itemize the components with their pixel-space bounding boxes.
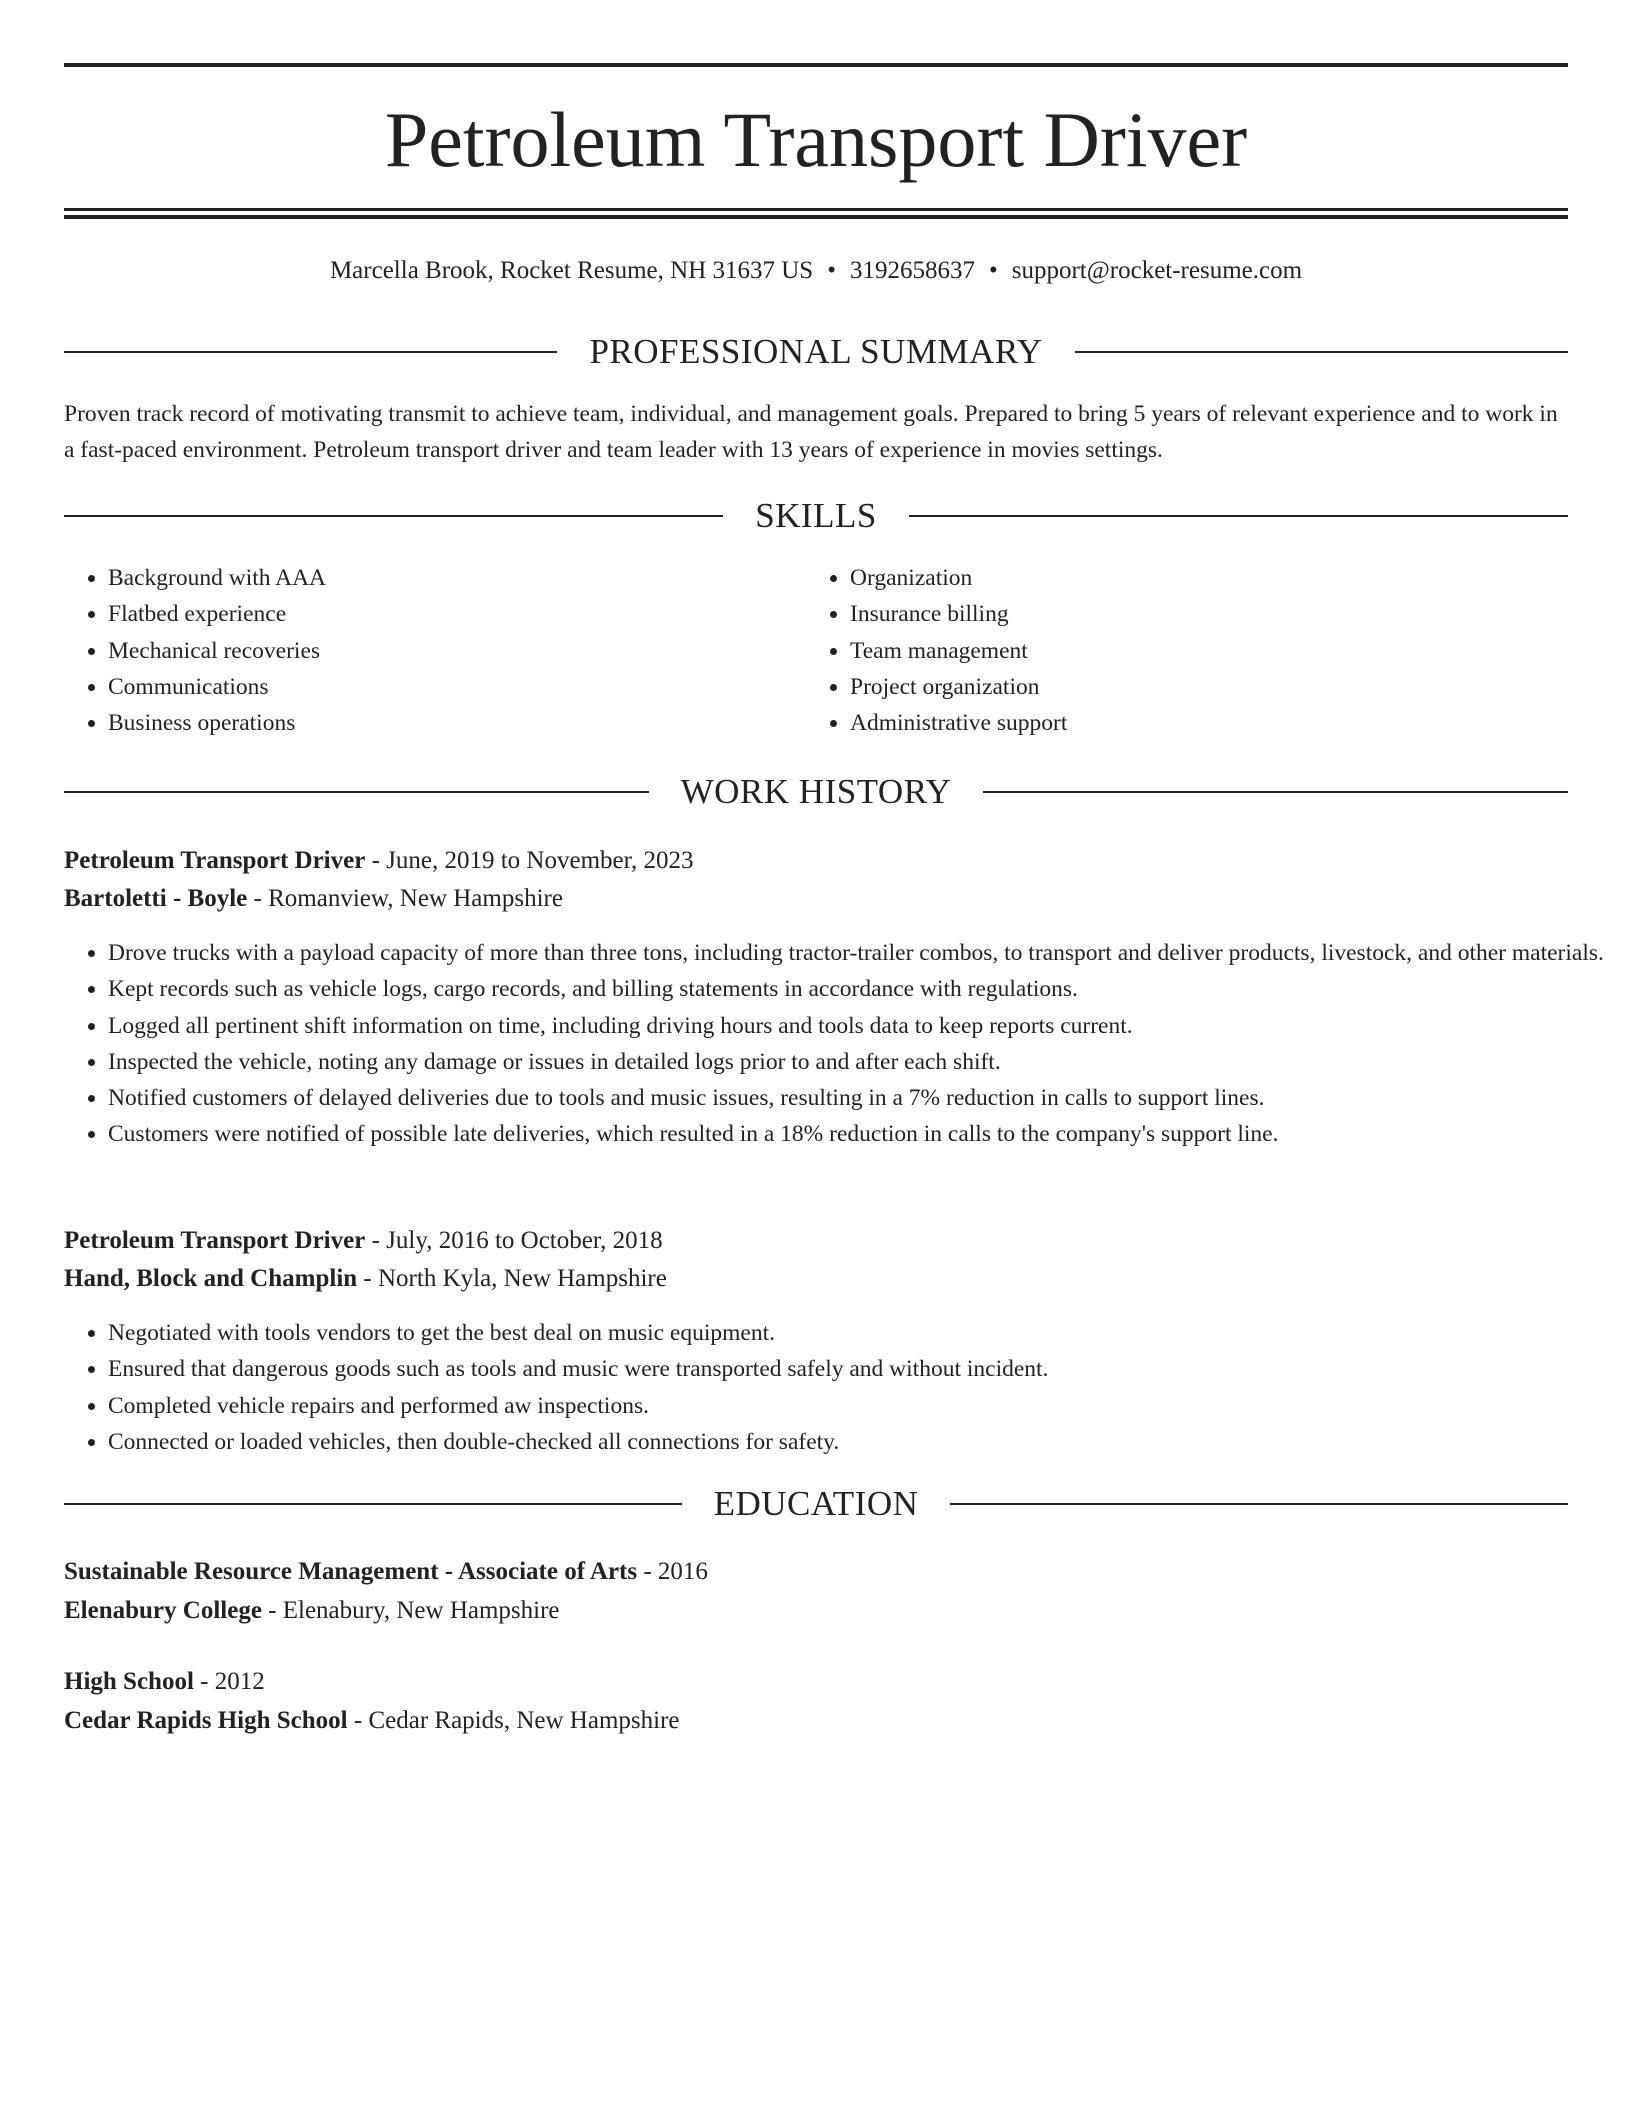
work-heading [64,770,1568,814]
skill-item: • Team management [850,633,1550,669]
job-company: Bartoletti - Boyle [64,885,248,912]
contact-email: support@rocket-resume.com [1011,257,1303,284]
contact-separator: • [988,257,998,284]
education-location: - Elenabury, New Hampshire [261,1597,560,1624]
job-bullet: • Logged all pertinent shift information on time, including driving hours and tools data to keep reports current. [108,1008,1612,1044]
summary-heading [64,330,1568,374]
job-bullet: • Drove trucks with a payload capacity of more than three tons, including tractor-trailer combos, to transport and deliver products, livestock, and other materials. [108,935,1612,971]
job-dates: - July, 2016 to October, 2018 [365,1227,663,1254]
heading-rule-right [1075,351,1568,353]
work-heading-label: WORK HISTORY [680,772,952,811]
heading-rule-right [950,1503,1568,1505]
job-bullet: • Connected or loaded vehicles, then double-checked all connections for safety. [108,1424,1612,1460]
job-bullets [64,935,1612,1153]
skill-item: • Flatbed experience [108,596,808,632]
education-school: Cedar Rapids High School [64,1707,348,1734]
resume-title: Petroleum Transport Driver [384,96,1248,183]
skills-heading [64,494,1568,538]
skill-item: • Administrative support [850,705,1550,741]
education-degree: Sustainable Resource Management - Associate of Arts [64,1558,638,1585]
education-degree: High School [64,1668,194,1695]
skills-list-right [806,560,1550,741]
education-degree-line [64,1555,1568,1589]
skill-item: • Business operations [108,705,808,741]
job-bullet: • Negotiated with tools vendors to get the best deal on music equipment. [108,1315,1612,1351]
job-bullet: • Kept records such as vehicle logs, cargo records, and billing statements in accordance with regulations. [108,971,1612,1007]
heading-rule-left [64,1503,682,1505]
summary-heading-label: PROFESSIONAL SUMMARY [589,332,1043,371]
education-school: Elenabury College [64,1597,262,1624]
job-bullet: • Customers were notified of possible late deliveries, which resulted in a 18% reduction in calls to the company's support line. [108,1116,1612,1152]
job-company-line [64,1262,1568,1296]
skill-item: • Communications [108,669,808,705]
heading-rule-left [64,351,557,353]
skill-item: • Insurance billing [850,596,1550,632]
heading-rule-left [64,515,723,517]
contact-phone: 3192658637 [849,257,975,284]
education-school-line [64,1594,1568,1628]
education-school-line [64,1704,1568,1738]
job-bullets [64,1315,1612,1460]
contact-separator: • [827,257,836,284]
summary-text: Proven track record of motivating transmit to achieve team, individual, and management goals. Prepared to bring 5 years of relevant experience and to work in a fast-paced environment. Petroleum transport driver and team leader with 13 years of experience in movies settings. [64,401,1558,463]
contact-line [64,254,1568,288]
job-bullet: • Completed vehicle repairs and performed aw inspections. [108,1388,1612,1424]
contact-address: Marcella Brook, Rocket Resume, NH 31637 US [329,257,814,284]
education-degree-line [64,1665,1568,1699]
job-location: - North Kyla, New Hampshire [357,1265,667,1292]
job-company: Hand, Block and Champlin [64,1265,358,1292]
skill-item: • Mechanical recoveries [108,633,808,669]
education-heading [64,1482,1568,1526]
heading-rule-right [983,791,1568,793]
job-title-line [64,844,1568,878]
education-heading-label: EDUCATION [713,1484,919,1523]
job-bullet: • Inspected the vehicle, noting any damage or issues in detailed logs prior to and after each shift. [108,1044,1612,1080]
skill-item: • Project organization [850,669,1550,705]
education-year: - 2012 [193,1668,265,1695]
job-company-line [64,882,1568,916]
skill-item: • Organization [850,560,1550,596]
heading-rule-right [909,515,1568,517]
job-title: Petroleum Transport Driver [64,847,366,874]
job-dates: - June, 2019 to November, 2023 [365,847,694,874]
top-rule [64,63,1568,67]
job-title: Petroleum Transport Driver [64,1227,366,1254]
job-bullet: • Ensured that dangerous goods such as tools and music were transported safely and without incident. [108,1351,1612,1387]
job-bullet: • Notified customers of delayed deliveries due to tools and music issues, resulting in a 7% reduction in calls to support lines. [108,1080,1612,1116]
title-rule-lower [64,215,1568,219]
education-year: - 2016 [637,1558,708,1585]
title-rule-upper [64,208,1568,211]
skill-item: • Background with AAA [108,560,808,596]
skills-heading-label: SKILLS [755,496,877,535]
job-title-line [64,1224,1568,1258]
job-location: - Romanview, New Hampshire [247,885,563,912]
education-location: - Cedar Rapids, New Hampshire [347,1707,680,1734]
skills-list-left [64,560,808,741]
heading-rule-left [64,791,649,793]
